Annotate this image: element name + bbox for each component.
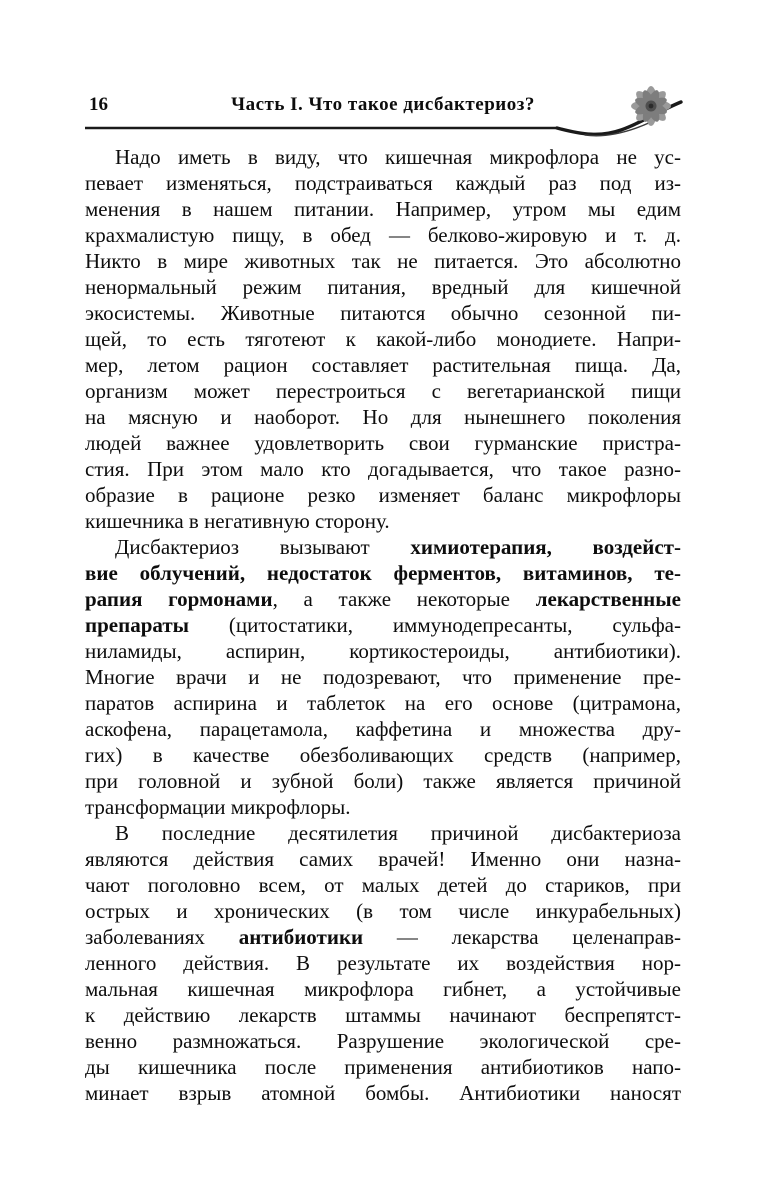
text-line: Никто в мире животных так не питается. Это абсолютно — [85, 249, 681, 273]
text-line: препараты (цитостатики, иммунодепресанты, сульфа- — [85, 613, 681, 637]
text-line: кишечника в негативную сторону. — [85, 509, 390, 533]
text-line: при головной и зубной боли) также является причиной — [85, 769, 681, 793]
text-line: Надо иметь в виду, что кишечная микрофлора не ус- — [115, 145, 681, 169]
text-line: паратов аспирина и таблеток на его основе (цитрамона, — [85, 691, 681, 715]
text-line: вие облучений, недостаток ферментов, витаминов, те- — [85, 561, 681, 585]
flower-icon — [631, 86, 671, 126]
text-line: ленного действия. В результате их воздействия нор- — [85, 951, 681, 975]
text-line: ниламиды, аспирин, кортикостероиды, антибиотики). — [85, 639, 681, 663]
header-rule-ornament — [85, 86, 700, 138]
page-number: 16 — [89, 94, 108, 115]
text-line: гих) в качестве обезболивающих средств (например, — [85, 743, 681, 767]
text-line: щей, то есть тяготеют к какой-либо монодиете. Напри- — [85, 327, 681, 351]
text-line: минает взрыв атомной бомбы. Антибиотики наносят — [85, 1081, 681, 1105]
text-line: ды кишечника после применения антибиотиков напо- — [85, 1055, 681, 1079]
text-line: мальная кишечная микрофлора гибнет, а устойчивые — [85, 977, 681, 1001]
text-line: заболеваниях антибиотики — лекарства целенаправ- — [85, 925, 681, 949]
text-line: Дисбактериоз вызывают химиотерапия, воздейст- — [115, 535, 681, 559]
text-line: В последние десятилетия причиной дисбактериоза — [115, 821, 681, 845]
text-line: на мясную и наоборот. Но для нынешнего поколения — [85, 405, 681, 429]
text-line: крахмалистую пищу, в обед — белково-жировую и т. д. — [85, 223, 681, 247]
text-line: рапия гормонами, а также некоторые лекарственные — [85, 587, 681, 611]
text-line: венно размножаться. Разрушение экологической сре- — [85, 1029, 681, 1053]
text-line: мер, летом рацион составляет растительная пища. Да, — [85, 353, 681, 377]
text-line: являются действия самих врачей! Именно они назна- — [85, 847, 681, 871]
text-line: Многие врачи и не подозревают, что применение пре- — [85, 665, 681, 689]
text-line: образие в рационе резко изменяет баланс микрофлоры — [85, 483, 681, 507]
text-line: аскофена, парацетамола, каффетина и множества дру- — [85, 717, 681, 741]
body-text — [85, 144, 681, 1106]
text-line: менения в нашем питании. Например, утром мы едим — [85, 197, 681, 221]
text-line: организм может перестроиться с вегетарианской пищи — [85, 379, 681, 403]
text-line: трансформации микрофлоры. — [85, 795, 351, 819]
text-line: экосистемы. Животные питаются обычно сезонной пи- — [85, 301, 681, 325]
chapter-title: Часть I. Что такое дисбактериоз? — [231, 94, 535, 115]
text-line: стия. При этом мало кто догадывается, что такое разно- — [85, 457, 681, 481]
text-line: людей важнее удовлетворить свои гурманские пристра- — [85, 431, 681, 455]
text-line: острых и хронических (в том числе инкурабельных) — [85, 899, 681, 923]
text-line: чают поголовно всем, от малых детей до стариков, при — [85, 873, 681, 897]
text-line: к действию лекарств штаммы начинают беспрепятст- — [85, 1003, 681, 1027]
text-line: певает изменяться, подстраиваться каждый раз под из- — [85, 171, 681, 195]
text-line: ненормальный режим питания, вредный для кишечной — [85, 275, 681, 299]
